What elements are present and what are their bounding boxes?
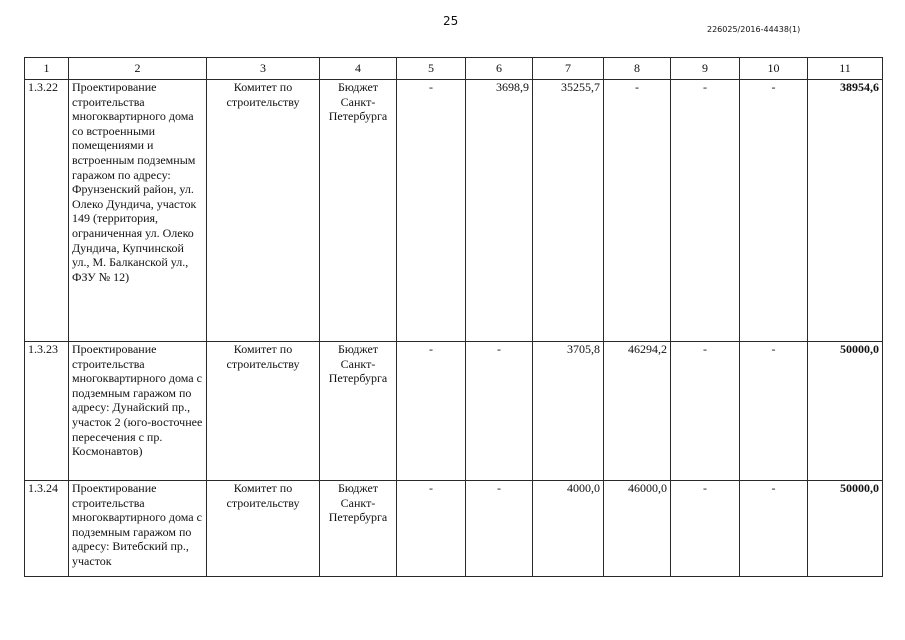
cell-col9: - — [671, 342, 740, 481]
column-header: 5 — [397, 58, 466, 80]
column-header: 9 — [671, 58, 740, 80]
cell-total: 50000,0 — [808, 481, 883, 577]
cell-total: 38954,6 — [808, 80, 883, 342]
row-funding-source: Бюджет Санкт-Петербурга — [320, 481, 397, 577]
row-number: 1.3.24 — [25, 481, 69, 577]
column-header: 11 — [808, 58, 883, 80]
row-description: Проектирование строительства многоквартирного дома с подземным гаражом по адресу: Дунайский пр., участок 2 (юго-восточнее пересечения с пр. Космонавтов) — [69, 342, 207, 481]
table-row — [25, 342, 883, 481]
row-executor: Комитет по строительству — [207, 80, 320, 342]
row-description: Проектирование строительства многоквартирного дома со встроенными помещениями и встроенным подземным гаражом по адресу: Фрунзенский район, ул. Олеко Дундича, участок 149 (территория, ограниченная ул. Олеко Дундича, Купчинской ул., М. Балканской ул., ФЗУ № 12) — [69, 80, 207, 342]
table-row — [25, 80, 883, 342]
row-number: 1.3.22 — [25, 80, 69, 342]
cell-col5: - — [397, 342, 466, 481]
column-header: 1 — [25, 58, 69, 80]
cell-col7: 4000,0 — [533, 481, 604, 577]
cell-col6: 3698,9 — [466, 80, 533, 342]
cell-col10: - — [740, 342, 808, 481]
cell-total: 50000,0 — [808, 342, 883, 481]
cell-col5: - — [397, 481, 466, 577]
cell-col8: 46000,0 — [604, 481, 671, 577]
cell-col6: - — [466, 342, 533, 481]
row-number: 1.3.23 — [25, 342, 69, 481]
document-id: 226025/2016-44438(1) — [707, 25, 801, 34]
cell-col8: 46294,2 — [604, 342, 671, 481]
row-executor: Комитет по строительству — [207, 481, 320, 577]
cell-col5: - — [397, 80, 466, 342]
column-header: 6 — [466, 58, 533, 80]
table-header-row — [25, 58, 883, 80]
column-header: 4 — [320, 58, 397, 80]
cell-col7: 3705,8 — [533, 342, 604, 481]
cell-col10: - — [740, 481, 808, 577]
row-description: Проектирование строительства многоквартирного дома с подземным гаражом по адресу: Витебский пр., участок — [69, 481, 207, 577]
cell-col6: - — [466, 481, 533, 577]
column-header: 2 — [69, 58, 207, 80]
cell-col10: - — [740, 80, 808, 342]
page-number: 25 — [443, 14, 459, 28]
cell-col9: - — [671, 481, 740, 577]
cell-col7: 35255,7 — [533, 80, 604, 342]
column-header: 8 — [604, 58, 671, 80]
column-header: 7 — [533, 58, 604, 80]
column-header: 3 — [207, 58, 320, 80]
row-executor: Комитет по строительству — [207, 342, 320, 481]
cell-col9: - — [671, 80, 740, 342]
row-funding-source: Бюджет Санкт-Петербурга — [320, 342, 397, 481]
row-funding-source: Бюджет Санкт-Петербурга — [320, 80, 397, 342]
table-row — [25, 481, 883, 577]
budget-table — [24, 57, 883, 577]
column-header: 10 — [740, 58, 808, 80]
cell-col8: - — [604, 80, 671, 342]
